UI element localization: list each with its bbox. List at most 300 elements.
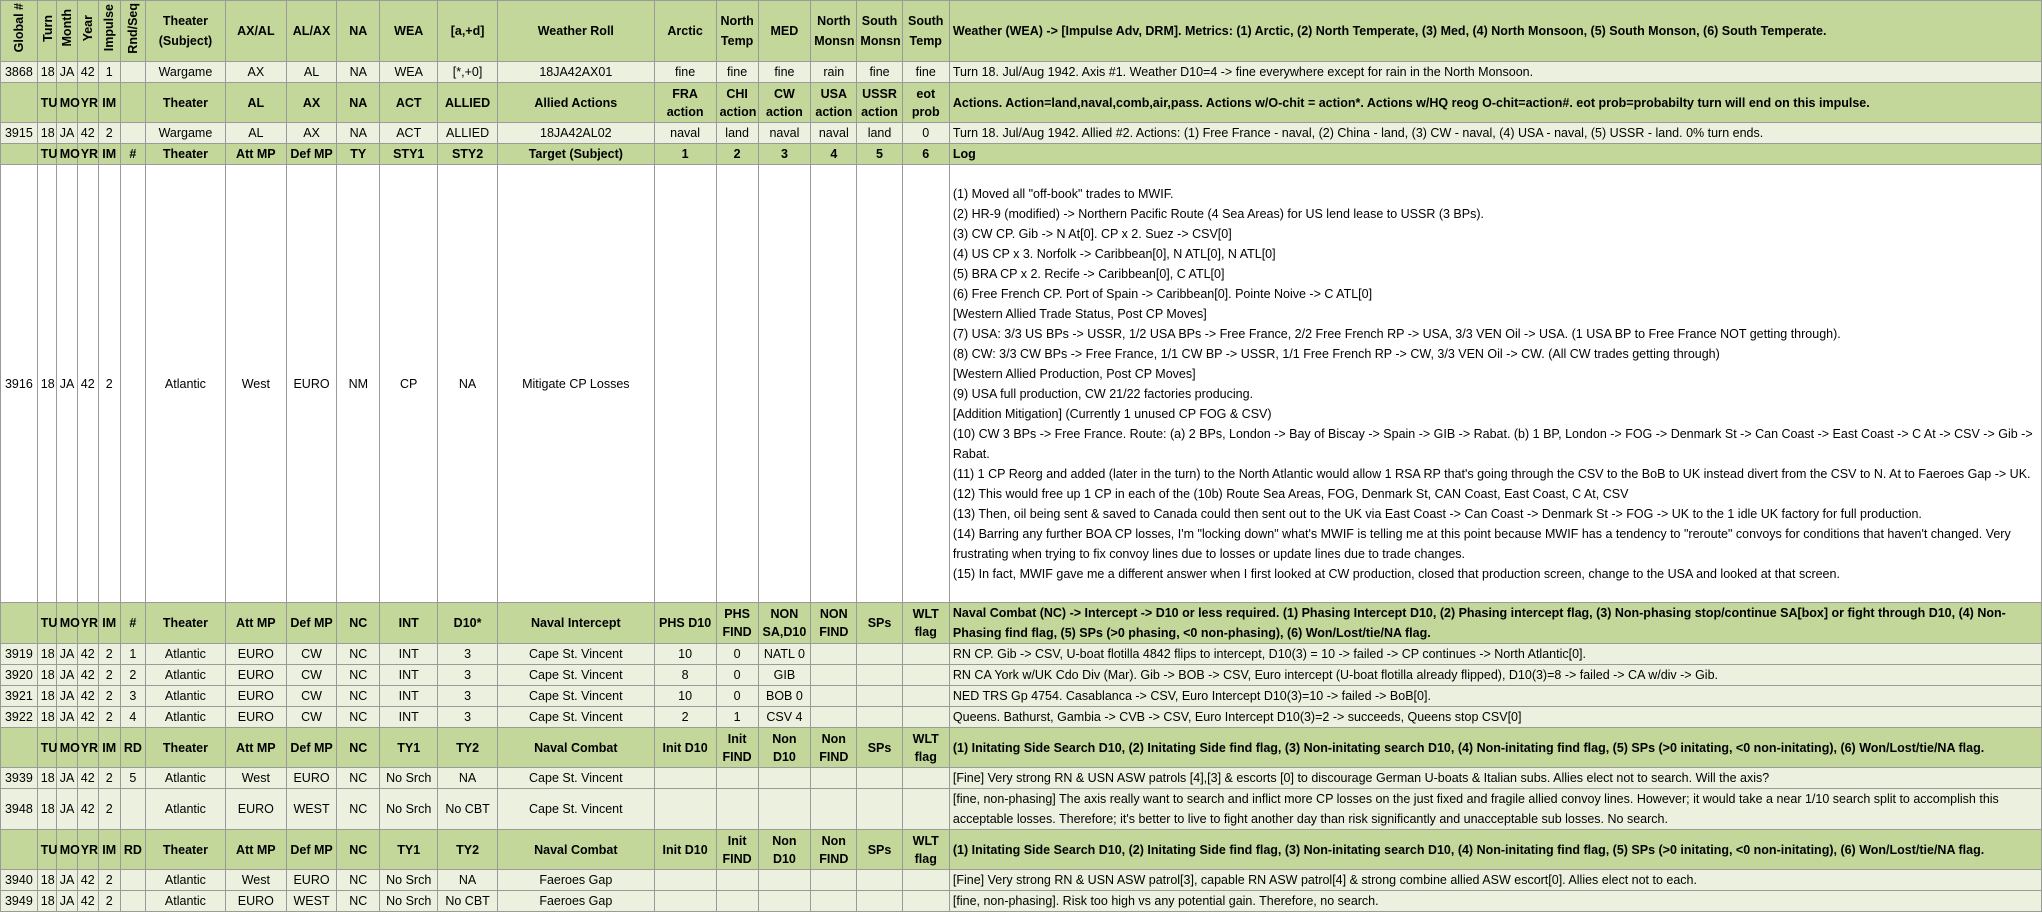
note-cell[interactable]: [fine, non-phasing] The axis really want to search and inflict more CP losses on the just fixed and fragile allied convoy lines. However; it would take a near 1/10 search split to accomplish this acceptable losses. Therefore; it's better to live to fight another day than risk significantly and unacceptable sub losses. No search.	[949, 789, 2041, 830]
table-cell[interactable]: 42	[77, 123, 98, 144]
table-cell[interactable]: CW	[286, 707, 336, 728]
table-cell[interactable]	[758, 768, 811, 789]
table-cell[interactable]: 42	[77, 665, 98, 686]
table-cell[interactable]: WEST	[286, 789, 336, 830]
table-cell[interactable]: INT	[380, 665, 438, 686]
table-cell[interactable]	[654, 165, 716, 603]
table-cell[interactable]: FRA action	[654, 83, 716, 123]
note-cell[interactable]: [Fine] Very strong RN & USN ASW patrols [4],[3] & escorts [0] to discourage German U-boats & Italian subs. Allies elect not to search. Will the axis?	[949, 768, 2041, 789]
table-cell[interactable]: JA	[56, 768, 77, 789]
table-cell[interactable]: 2	[98, 123, 120, 144]
table-cell[interactable]: 3940	[1, 870, 38, 891]
table-cell[interactable]: eot prob	[902, 83, 949, 123]
table-cell[interactable]: NA	[438, 870, 498, 891]
table-cell[interactable]: 42	[77, 707, 98, 728]
table-cell[interactable]: 2	[98, 870, 120, 891]
table-cell[interactable]: 2	[98, 707, 120, 728]
table-cell[interactable]: INT	[380, 644, 438, 665]
table-cell[interactable]: NC	[337, 665, 380, 686]
table-cell[interactable]: EURO	[286, 768, 336, 789]
table-cell[interactable]: West	[225, 870, 286, 891]
table-cell[interactable]: Atlantic	[146, 665, 226, 686]
note-cell[interactable]: Queens. Bathurst, Gambia -> CVB -> CSV, Euro Intercept D10(3)=2 -> succeeds, Queens stop CSV[0]	[949, 707, 2041, 728]
table-cell[interactable]: 3868	[1, 62, 38, 83]
table-cell[interactable]: NC	[337, 707, 380, 728]
table-cell[interactable]: USSR action	[857, 83, 902, 123]
table-cell[interactable]: WLT flag	[902, 728, 949, 768]
note-cell[interactable]: RN CA York w/UK Cdo Div (Mar). Gib -> BOB -> CSV, Euro intercept (U-boat flotilla already flipped), D10(3)=8 -> failed -> CA w/div -> Gib.	[949, 665, 2041, 686]
table-cell[interactable]: AL	[225, 83, 286, 123]
table-cell[interactable]: WLT flag	[902, 830, 949, 870]
table-cell[interactable]: Cape St. Vincent	[498, 665, 655, 686]
table-cell[interactable]: ACT	[380, 123, 438, 144]
table-cell[interactable]: No CBT	[438, 891, 498, 912]
table-cell[interactable]: Atlantic	[146, 768, 226, 789]
table-cell[interactable]: Naval Intercept	[498, 603, 655, 644]
table-cell[interactable]: Naval Combat	[498, 830, 655, 870]
table-cell[interactable]: NC	[337, 768, 380, 789]
table-cell[interactable]: IM	[98, 728, 120, 768]
table-cell[interactable]: Atlantic	[146, 707, 226, 728]
table-cell[interactable]: 2	[716, 144, 758, 165]
table-cell[interactable]: TY	[337, 144, 380, 165]
table-cell[interactable]: #	[120, 603, 145, 644]
table-cell[interactable]: 0	[716, 644, 758, 665]
table-cell[interactable]: fine	[654, 62, 716, 83]
table-cell[interactable]: JA	[56, 707, 77, 728]
table-cell[interactable]: PHS FIND	[716, 603, 758, 644]
table-cell[interactable]	[654, 768, 716, 789]
table-cell[interactable]: INT	[380, 707, 438, 728]
table-cell[interactable]: D10*	[438, 603, 498, 644]
table-cell[interactable]: 42	[77, 789, 98, 830]
table-cell[interactable]: naval	[758, 123, 811, 144]
table-cell[interactable]	[77, 1, 98, 62]
note-cell[interactable]: Turn 18. Jul/Aug 1942. Allied #2. Actions: (1) Free France - naval, (2) China - land, (3) CW - naval, (4) USA - naval, (5) USSR - land. 0% turn ends.	[949, 123, 2041, 144]
table-cell[interactable]: 4	[120, 707, 145, 728]
table-cell[interactable]	[811, 665, 857, 686]
table-cell[interactable]	[902, 870, 949, 891]
table-cell[interactable]: 0	[716, 665, 758, 686]
table-cell[interactable]: 2	[98, 789, 120, 830]
table-cell[interactable]: MO	[56, 144, 77, 165]
table-cell[interactable]: CHI action	[716, 83, 758, 123]
table-cell[interactable]: Atlantic	[146, 891, 226, 912]
table-cell[interactable]	[758, 789, 811, 830]
table-cell[interactable]: Allied Actions	[498, 83, 655, 123]
table-cell[interactable]: IM	[98, 144, 120, 165]
table-cell[interactable]: NC	[337, 728, 380, 768]
table-cell[interactable]: 18	[37, 686, 56, 707]
table-cell[interactable]: 3919	[1, 644, 38, 665]
table-cell[interactable]	[716, 891, 758, 912]
table-cell[interactable]: Cape St. Vincent	[498, 789, 655, 830]
table-cell[interactable]: 18	[37, 891, 56, 912]
table-cell[interactable]	[1, 830, 38, 870]
table-cell[interactable]	[120, 123, 145, 144]
table-cell[interactable]: INT	[380, 603, 438, 644]
table-cell[interactable]: YR	[77, 830, 98, 870]
note-cell[interactable]: Log	[949, 144, 2041, 165]
table-cell[interactable]: NC	[337, 686, 380, 707]
table-cell[interactable]	[902, 707, 949, 728]
table-cell[interactable]: 2	[654, 707, 716, 728]
table-cell[interactable]: Def MP	[286, 830, 336, 870]
table-cell[interactable]	[811, 789, 857, 830]
note-cell[interactable]: RN CP. Gib -> CSV, U-boat flotilla 4842 flips to intercept, D10(3) = 10 -> failed -> CP continues -> North Atlantic[0].	[949, 644, 2041, 665]
table-cell[interactable]	[811, 165, 857, 603]
table-cell[interactable]: No Srch	[380, 789, 438, 830]
table-cell[interactable]: 18JA42AL02	[498, 123, 655, 144]
table-cell[interactable]	[1, 1, 38, 62]
table-cell[interactable]: MO	[56, 728, 77, 768]
table-cell[interactable]: 3949	[1, 891, 38, 912]
table-cell[interactable]: Non FIND	[811, 728, 857, 768]
table-cell[interactable]: Att MP	[225, 830, 286, 870]
table-cell[interactable]	[811, 768, 857, 789]
table-cell[interactable]: Non D10	[758, 728, 811, 768]
table-cell[interactable]: South Temp	[902, 1, 949, 62]
table-cell[interactable]: NC	[337, 830, 380, 870]
table-cell[interactable]: AL/AX	[286, 1, 336, 62]
table-cell[interactable]: NA	[337, 1, 380, 62]
table-cell[interactable]	[654, 789, 716, 830]
table-cell[interactable]: rain	[811, 62, 857, 83]
table-cell[interactable]: YR	[77, 144, 98, 165]
table-cell[interactable]: 5	[857, 144, 902, 165]
table-cell[interactable]: NON FIND	[811, 603, 857, 644]
table-cell[interactable]: JA	[56, 891, 77, 912]
table-cell[interactable]	[758, 870, 811, 891]
table-cell[interactable]: 18	[37, 768, 56, 789]
table-cell[interactable]: JA	[56, 789, 77, 830]
table-cell[interactable]: ALLIED	[438, 83, 498, 123]
table-cell[interactable]: PHS D10	[654, 603, 716, 644]
table-cell[interactable]: EURO	[225, 789, 286, 830]
table-cell[interactable]: WEA	[380, 62, 438, 83]
table-cell[interactable]: TY1	[380, 728, 438, 768]
table-cell[interactable]	[120, 891, 145, 912]
table-cell[interactable]: 3	[758, 144, 811, 165]
table-cell[interactable]: No Srch	[380, 891, 438, 912]
table-cell[interactable]: #	[120, 144, 145, 165]
table-cell[interactable]: 18	[37, 644, 56, 665]
table-cell[interactable]	[1, 144, 38, 165]
table-cell[interactable]: TU	[37, 728, 56, 768]
table-cell[interactable]: JA	[56, 123, 77, 144]
table-cell[interactable]: NC	[337, 789, 380, 830]
table-cell[interactable]: Att MP	[225, 603, 286, 644]
table-cell[interactable]: Theater	[146, 728, 226, 768]
table-cell[interactable]: 2	[98, 165, 120, 603]
table-cell[interactable]: Theater	[146, 830, 226, 870]
table-cell[interactable]: TU	[37, 144, 56, 165]
table-cell[interactable]	[811, 870, 857, 891]
table-cell[interactable]	[120, 789, 145, 830]
table-cell[interactable]: 2	[98, 644, 120, 665]
table-cell[interactable]: Theater	[146, 144, 226, 165]
table-cell[interactable]	[902, 789, 949, 830]
table-cell[interactable]: Wargame	[146, 123, 226, 144]
table-cell[interactable]: EURO	[225, 707, 286, 728]
table-cell[interactable]: 3920	[1, 665, 38, 686]
table-cell[interactable]: JA	[56, 62, 77, 83]
table-cell[interactable]	[857, 165, 902, 603]
table-cell[interactable]: Non D10	[758, 830, 811, 870]
table-cell[interactable]: EURO	[225, 665, 286, 686]
table-cell[interactable]: fine	[902, 62, 949, 83]
table-cell[interactable]: NATL 0	[758, 644, 811, 665]
table-cell[interactable]: NA	[337, 123, 380, 144]
table-cell[interactable]: YR	[77, 603, 98, 644]
table-cell[interactable]: naval	[654, 123, 716, 144]
table-cell[interactable]: STY2	[438, 144, 498, 165]
table-cell[interactable]: ACT	[380, 83, 438, 123]
table-cell[interactable]: naval	[811, 123, 857, 144]
table-cell[interactable]	[811, 891, 857, 912]
table-cell[interactable]: CW	[286, 665, 336, 686]
table-cell[interactable]	[654, 870, 716, 891]
table-cell[interactable]: 18	[37, 870, 56, 891]
table-cell[interactable]: North Temp	[716, 1, 758, 62]
table-cell[interactable]: fine	[716, 62, 758, 83]
table-cell[interactable]	[902, 165, 949, 603]
table-cell[interactable]: MO	[56, 603, 77, 644]
table-cell[interactable]: MO	[56, 83, 77, 123]
note-cell[interactable]: Turn 18. Jul/Aug 1942. Axis #1. Weather D10=4 -> fine everywhere except for rain in the North Monsoon.	[949, 62, 2041, 83]
table-cell[interactable]: Faeroes Gap	[498, 870, 655, 891]
table-cell[interactable]: 6	[902, 144, 949, 165]
table-cell[interactable]: Cape St. Vincent	[498, 644, 655, 665]
table-cell[interactable]: CP	[380, 165, 438, 603]
table-cell[interactable]: 18	[37, 62, 56, 83]
table-cell[interactable]: 2	[98, 891, 120, 912]
table-cell[interactable]: 8	[654, 665, 716, 686]
table-cell[interactable]: TY1	[380, 830, 438, 870]
table-cell[interactable]: IM	[98, 830, 120, 870]
table-cell[interactable]: Weather Roll	[498, 1, 655, 62]
table-cell[interactable]: West	[225, 768, 286, 789]
table-cell[interactable]: 2	[98, 686, 120, 707]
table-cell[interactable]: MED	[758, 1, 811, 62]
table-cell[interactable]: 3948	[1, 789, 38, 830]
table-cell[interactable]: 18	[37, 165, 56, 603]
table-cell[interactable]: Faeroes Gap	[498, 891, 655, 912]
table-cell[interactable]: YR	[77, 83, 98, 123]
table-cell[interactable]: 3915	[1, 123, 38, 144]
table-cell[interactable]: RD	[120, 830, 145, 870]
table-cell[interactable]: WEA	[380, 1, 438, 62]
table-cell[interactable]: 1	[716, 707, 758, 728]
table-cell[interactable]: North Monsn	[811, 1, 857, 62]
table-cell[interactable]: 4	[811, 144, 857, 165]
table-cell[interactable]: South Monsn	[857, 1, 902, 62]
table-cell[interactable]: 3921	[1, 686, 38, 707]
table-cell[interactable]: 3916	[1, 165, 38, 603]
table-cell[interactable]: CW action	[758, 83, 811, 123]
table-cell[interactable]	[758, 165, 811, 603]
table-cell[interactable]: 42	[77, 686, 98, 707]
table-cell[interactable]: RD	[120, 728, 145, 768]
table-cell[interactable]: 42	[77, 644, 98, 665]
table-cell[interactable]	[857, 665, 902, 686]
table-cell[interactable]: TY2	[438, 728, 498, 768]
table-cell[interactable]: AL	[225, 123, 286, 144]
table-cell[interactable]	[1, 603, 38, 644]
table-cell[interactable]	[811, 644, 857, 665]
table-cell[interactable]	[811, 707, 857, 728]
table-cell[interactable]: NA	[337, 83, 380, 123]
table-cell[interactable]: EURO	[225, 891, 286, 912]
table-cell[interactable]: 42	[77, 870, 98, 891]
table-cell[interactable]	[857, 644, 902, 665]
table-cell[interactable]: 42	[77, 891, 98, 912]
table-cell[interactable]: 0	[902, 123, 949, 144]
table-cell[interactable]: Target (Subject)	[498, 144, 655, 165]
table-cell[interactable]: Cape St. Vincent	[498, 707, 655, 728]
table-cell[interactable]	[902, 891, 949, 912]
table-cell[interactable]: TU	[37, 603, 56, 644]
note-cell[interactable]: NED TRS Gp 4754. Casablanca -> CSV, Euro Intercept D10(3)=10 -> failed -> BoB[0].	[949, 686, 2041, 707]
table-cell[interactable]	[758, 891, 811, 912]
table-cell[interactable]: 42	[77, 165, 98, 603]
table-cell[interactable]: Wargame	[146, 62, 226, 83]
table-cell[interactable]: Def MP	[286, 728, 336, 768]
table-cell[interactable]: EURO	[225, 686, 286, 707]
table-cell[interactable]: 18	[37, 789, 56, 830]
table-cell[interactable]: Att MP	[225, 144, 286, 165]
table-cell[interactable]: AL	[286, 62, 336, 83]
table-cell[interactable]	[902, 644, 949, 665]
note-cell[interactable]: [Fine] Very strong RN & USN ASW patrol[3], capable RN ASW patrol[4] & strong combine allied ASW escort[0]. Allies elect not to each.	[949, 870, 2041, 891]
table-cell[interactable]: 5	[120, 768, 145, 789]
table-cell[interactable]: JA	[56, 870, 77, 891]
table-cell[interactable]: 18JA42AX01	[498, 62, 655, 83]
table-cell[interactable]	[811, 686, 857, 707]
table-cell[interactable]: EURO	[286, 165, 336, 603]
table-cell[interactable]: 3	[438, 665, 498, 686]
table-cell[interactable]: Naval Combat	[498, 728, 655, 768]
note-cell[interactable]: (1) Initating Side Search D10, (2) Initating Side find flag, (3) Non-initating search D10, (4) Non-initating find flag, (5) SPs (>0 initating, <0 non-initating), (6) Won/Lost/tie/NA flag.	[949, 830, 2041, 870]
table-cell[interactable]: NC	[337, 644, 380, 665]
table-cell[interactable]: ALLIED	[438, 123, 498, 144]
table-cell[interactable]: Atlantic	[146, 644, 226, 665]
table-cell[interactable]: IM	[98, 603, 120, 644]
table-cell[interactable]: 18	[37, 707, 56, 728]
table-cell[interactable]: Arctic	[654, 1, 716, 62]
table-cell[interactable]: BOB 0	[758, 686, 811, 707]
table-cell[interactable]	[902, 665, 949, 686]
table-cell[interactable]: NA	[438, 165, 498, 603]
table-cell[interactable]: CW	[286, 644, 336, 665]
table-cell[interactable]	[716, 789, 758, 830]
table-cell[interactable]: Theater	[146, 603, 226, 644]
table-cell[interactable]: No Srch	[380, 768, 438, 789]
table-cell[interactable]: land	[857, 123, 902, 144]
table-cell[interactable]: Init FIND	[716, 728, 758, 768]
table-cell[interactable]: 18	[37, 665, 56, 686]
table-cell[interactable]: USA action	[811, 83, 857, 123]
table-cell[interactable]	[857, 686, 902, 707]
table-cell[interactable]: Atlantic	[146, 789, 226, 830]
table-cell[interactable]	[120, 165, 145, 603]
table-cell[interactable]	[857, 870, 902, 891]
table-cell[interactable]: land	[716, 123, 758, 144]
table-cell[interactable]	[857, 789, 902, 830]
table-cell[interactable]: 3922	[1, 707, 38, 728]
table-cell[interactable]: WLT flag	[902, 603, 949, 644]
table-cell[interactable]: Theater (Subject)	[146, 1, 226, 62]
table-cell[interactable]: SPs	[857, 728, 902, 768]
table-cell[interactable]: [*,+0]	[438, 62, 498, 83]
table-cell[interactable]: Cape St. Vincent	[498, 768, 655, 789]
table-cell[interactable]: NA	[337, 62, 380, 83]
table-cell[interactable]: [a,+d]	[438, 1, 498, 62]
table-cell[interactable]	[120, 870, 145, 891]
table-cell[interactable]: IM	[98, 83, 120, 123]
table-cell[interactable]: Theater	[146, 83, 226, 123]
table-cell[interactable]: Def MP	[286, 603, 336, 644]
table-cell[interactable]: 42	[77, 768, 98, 789]
table-cell[interactable]: Att MP	[225, 728, 286, 768]
table-cell[interactable]: SPs	[857, 830, 902, 870]
table-cell[interactable]	[857, 707, 902, 728]
table-cell[interactable]: West	[225, 165, 286, 603]
table-cell[interactable]	[716, 870, 758, 891]
table-cell[interactable]: Def MP	[286, 144, 336, 165]
table-cell[interactable]: 1	[120, 644, 145, 665]
table-cell[interactable]: 10	[654, 686, 716, 707]
table-cell[interactable]: fine	[857, 62, 902, 83]
table-cell[interactable]: NC	[337, 891, 380, 912]
table-cell[interactable]: 3	[120, 686, 145, 707]
table-cell[interactable]	[56, 1, 77, 62]
table-cell[interactable]: EURO	[225, 644, 286, 665]
table-cell[interactable]: 0	[716, 686, 758, 707]
table-cell[interactable]: TU	[37, 830, 56, 870]
table-cell[interactable]: EURO	[286, 870, 336, 891]
table-cell[interactable]: 10	[654, 644, 716, 665]
table-cell[interactable]: TY2	[438, 830, 498, 870]
table-cell[interactable]: JA	[56, 686, 77, 707]
table-cell[interactable]	[120, 1, 145, 62]
table-cell[interactable]: GIB	[758, 665, 811, 686]
table-cell[interactable]	[1, 728, 38, 768]
table-cell[interactable]: WEST	[286, 891, 336, 912]
table-cell[interactable]: 18	[37, 123, 56, 144]
table-cell[interactable]: No CBT	[438, 789, 498, 830]
table-cell[interactable]	[120, 83, 145, 123]
table-cell[interactable]	[857, 891, 902, 912]
table-cell[interactable]	[902, 768, 949, 789]
table-cell[interactable]: 3939	[1, 768, 38, 789]
table-cell[interactable]: CW	[286, 686, 336, 707]
table-cell[interactable]	[902, 686, 949, 707]
table-cell[interactable]: fine	[758, 62, 811, 83]
table-cell[interactable]: Mitigate CP Losses	[498, 165, 655, 603]
table-cell[interactable]	[1, 83, 38, 123]
table-cell[interactable]	[716, 165, 758, 603]
table-cell[interactable]: 42	[77, 62, 98, 83]
table-cell[interactable]: 1	[98, 62, 120, 83]
note-cell[interactable]: Naval Combat (NC) -> Intercept -> D10 or less required. (1) Phasing Intercept D10, (2) Phasing intercept flag, (3) Non-phasing stop/continue SA[box] or fight through D10, (4) Non-Phasing find flag, (5) SPs (>0 phasing, <0 non-phasing), (6) Won/Lost/tie/NA flag.	[949, 603, 2041, 644]
table-cell[interactable]: Atlantic	[146, 686, 226, 707]
table-cell[interactable]	[716, 768, 758, 789]
table-cell[interactable]: STY1	[380, 144, 438, 165]
note-cell[interactable]: (1) Initating Side Search D10, (2) Initating Side find flag, (3) Non-initating search D10, (4) Non-initating find flag, (5) SPs (>0 initating, <0 non-initating), (6) Won/Lost/tie/NA flag.	[949, 728, 2041, 768]
table-cell[interactable]	[120, 62, 145, 83]
table-cell[interactable]: AX/AL	[225, 1, 286, 62]
